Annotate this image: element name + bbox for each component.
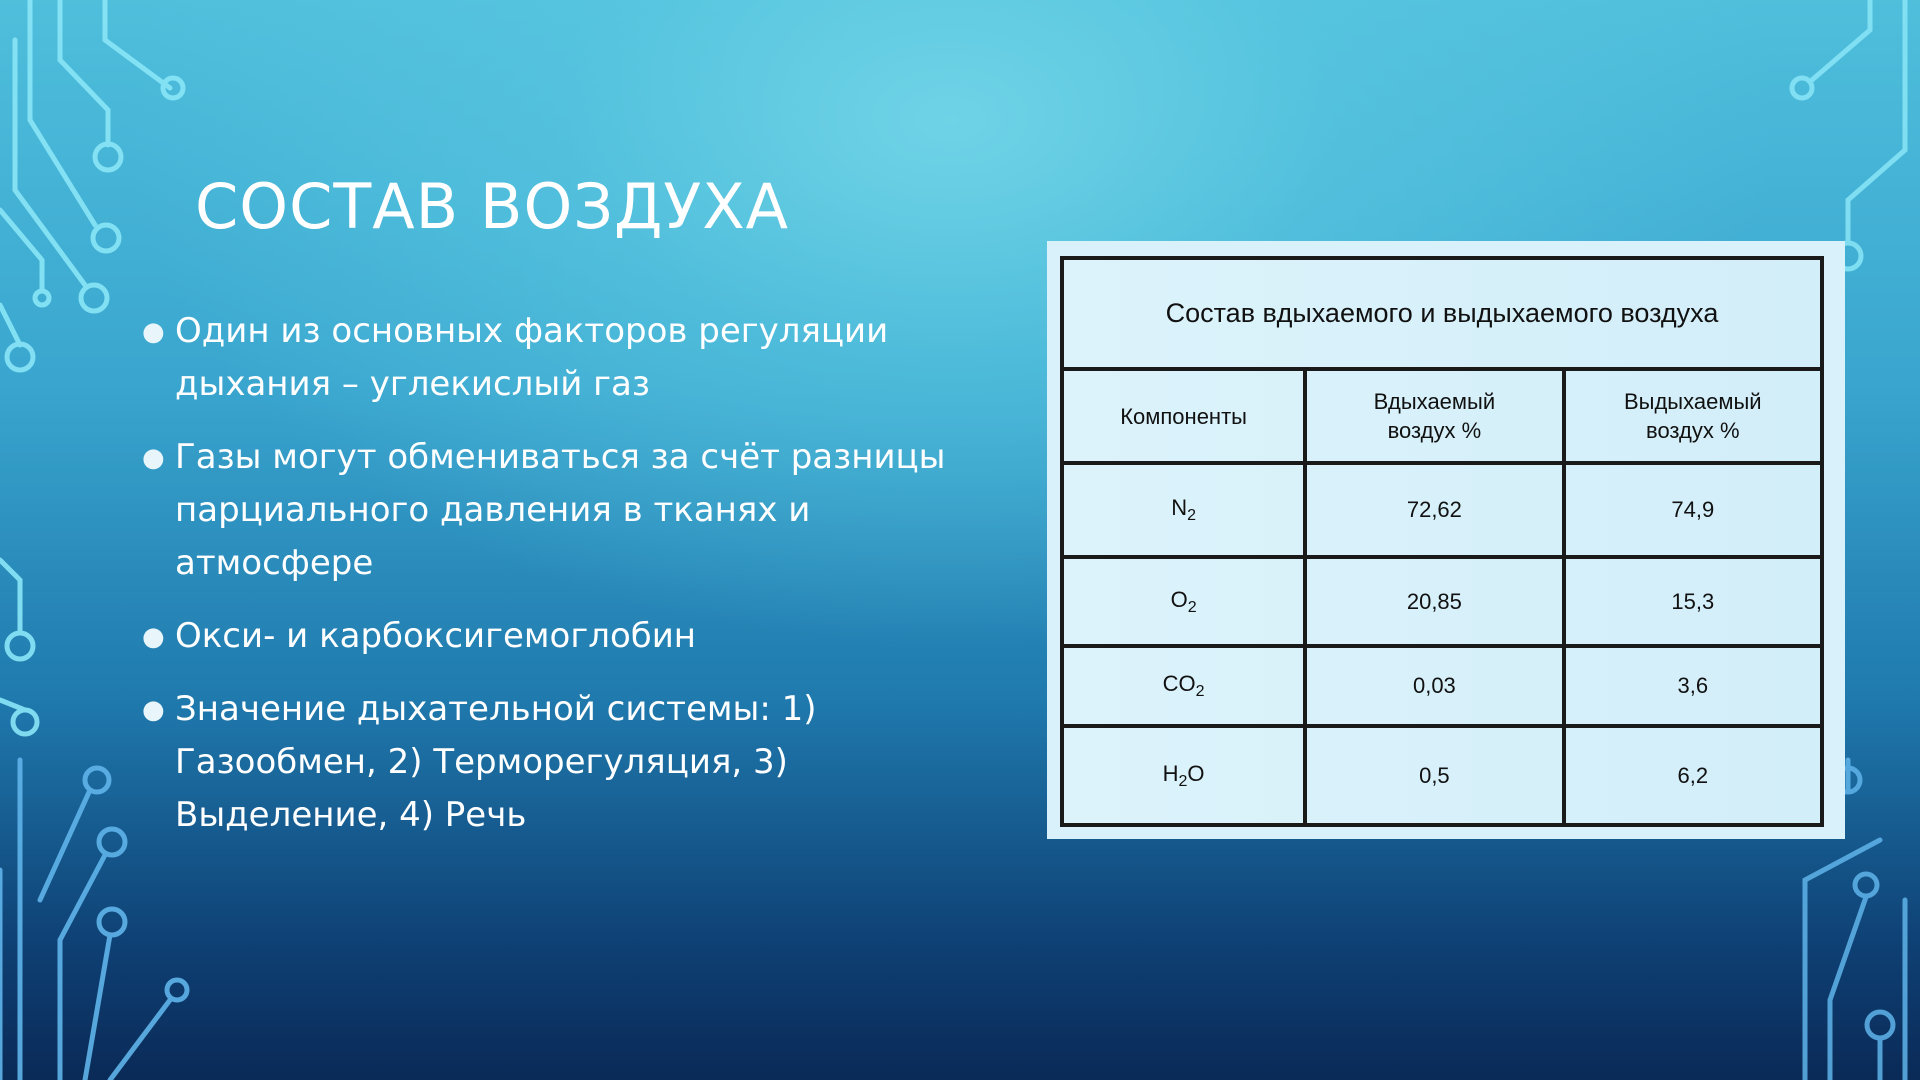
- bullet-icon: ●: [142, 695, 165, 725]
- bullet-text: Газы могут обмениваться за счёт разницы парциального давления в тканях и атмосфере: [175, 437, 946, 583]
- component-subscript: 2: [1187, 598, 1197, 616]
- header-exhaled: [1564, 369, 1822, 463]
- exhaled-value: 6,2: [1564, 726, 1822, 825]
- table-row: [1062, 726, 1822, 825]
- table-caption-row: [1062, 258, 1822, 369]
- table-caption: Состав вдыхаемого и выдыхаемого воздуха: [1062, 258, 1822, 369]
- header-components: Компоненты: [1062, 369, 1305, 463]
- inhaled-value: 0,03: [1305, 646, 1563, 726]
- inhaled-value: 0,5: [1305, 726, 1563, 825]
- bullet-item: [140, 683, 1000, 842]
- bullet-text: Значение дыхательной системы: 1) Газообмен, 2) Терморегуляция, 3) Выделение, 4) Речь: [175, 689, 817, 835]
- bullet-list: [140, 305, 1000, 862]
- bullet-text: Один из основных факторов регуляции дыхания – углекислый газ: [175, 311, 889, 404]
- inhaled-value: 72,62: [1305, 463, 1563, 557]
- bullet-icon: ●: [142, 443, 165, 473]
- exhaled-value: 3,6: [1564, 646, 1822, 726]
- component-subscript: 2: [1195, 683, 1205, 700]
- bullet-text: Окси- и карбоксигемоглобин: [175, 616, 697, 656]
- table-row: [1062, 463, 1822, 557]
- table-row: [1062, 646, 1822, 726]
- exhaled-value: 15,3: [1564, 557, 1822, 646]
- air-composition-table: [1060, 256, 1824, 827]
- header-inhaled-label: Вдыхаемый воздух %: [1373, 389, 1496, 443]
- header-exhaled-label: Выдыхаемый воздух %: [1623, 389, 1762, 443]
- component-symbol: H: [1162, 760, 1179, 786]
- bullet-icon: ●: [142, 622, 165, 652]
- component-symbol: N: [1171, 495, 1188, 520]
- component-subscript: 2: [1187, 507, 1196, 524]
- slide-title: СОСТАВ ВОЗДУХА: [195, 170, 790, 243]
- component-symbol: O: [1170, 586, 1188, 612]
- component-subscript: 2: [1178, 772, 1188, 790]
- component-cell: [1062, 557, 1305, 646]
- component-tail: O: [1187, 760, 1205, 786]
- component-symbol: CO: [1162, 671, 1196, 696]
- component-cell: [1062, 646, 1305, 726]
- bullet-item: [140, 431, 1000, 590]
- component-cell: [1062, 463, 1305, 557]
- bullet-item: [140, 610, 1000, 663]
- table-row: [1062, 557, 1822, 646]
- bullet-icon: ●: [142, 317, 165, 347]
- table-header-row: [1062, 369, 1822, 463]
- exhaled-value: 74,9: [1564, 463, 1822, 557]
- air-composition-table-card: [1047, 241, 1845, 839]
- header-inhaled: [1305, 369, 1563, 463]
- component-cell: [1062, 726, 1305, 825]
- inhaled-value: 20,85: [1305, 557, 1563, 646]
- bullet-item: [140, 305, 1000, 411]
